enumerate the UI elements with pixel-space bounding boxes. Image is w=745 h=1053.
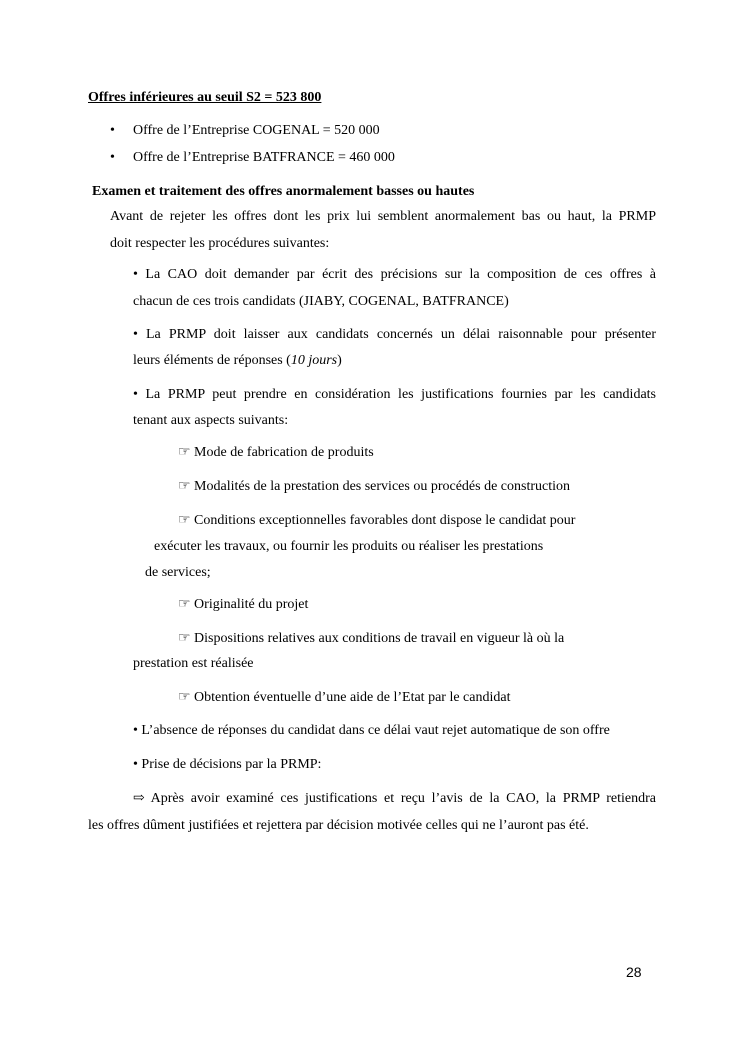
procedure-justif-line-1: • La PRMP peut prendre en considération les justifications fournies par les candidats — [133, 387, 656, 402]
delai-duration: 10 jours — [290, 353, 338, 368]
absence-reponse: • L’absence de réponses du candidat dans ce délai vaut rejet automatique de son offre — [133, 723, 610, 738]
aspect-dispositions-line-1: ☞ Dispositions relatives aux conditions de travail en vigueur là où la — [178, 631, 565, 646]
aspect-dispositions-line-2: prestation est réalisée — [133, 656, 254, 671]
intro-line-1: Avant de rejeter les offres dont les prix lui semblent anormalement bas ou haut, la PRMP — [110, 209, 656, 224]
heading-offres-inferieures: Offres inférieures au seuil S2 = 523 800 — [88, 90, 322, 105]
aspect-aide-etat: ☞ Obtention éventuelle d’une aide de l’Etat par le candidat — [178, 690, 511, 705]
procedure-justif-line-2: tenant aux aspects suivants: — [133, 413, 289, 428]
prise-decisions: • Prise de décisions par la PRMP: — [133, 757, 322, 772]
intro-line-2: doit respecter les procédures suivantes: — [110, 236, 330, 251]
procedure-cao-line-2: chacun de ces trois candidats (JIABY, COGENAL, BATFRANCE) — [133, 294, 509, 309]
procedure-cao-line-1: • La CAO doit demander par écrit des précisions sur la composition de ces offres à — [133, 267, 656, 282]
conclusion-line-2: les offres dûment justifiées et rejettera par décision motivée celles qui ne l’auront pas été. — [88, 818, 589, 833]
delai-close: ) — [337, 353, 342, 368]
aspect-originalite: ☞ Originalité du projet — [178, 597, 309, 612]
aspect-conditions-line-2: exécuter les travaux, ou fournir les produits ou réaliser les prestations — [154, 539, 544, 554]
aspect-conditions-line-3: de services; — [145, 565, 211, 580]
list-bullet: • — [110, 123, 115, 138]
aspect-conditions-line-1: ☞ Conditions exceptionnelles favorables dont dispose le candidat pour — [178, 513, 576, 528]
procedure-delai-line-1: • La PRMP doit laisser aux candidats concernés un délai raisonnable pour présenter — [133, 327, 656, 342]
delai-text: leurs éléments de réponses ( — [133, 353, 291, 368]
procedure-delai-line-2 — [133, 352, 342, 370]
page-number: 28 — [626, 964, 642, 980]
offre-batfrance: Offre de l’Entreprise BATFRANCE = 460 000 — [133, 150, 395, 165]
aspect-modalites: ☞ Modalités de la prestation des services ou procédés de construction — [178, 479, 570, 494]
conclusion-line-1: ⇨ Après avoir examiné ces justifications et reçu l’avis de la CAO, la PRMP retiendra — [133, 791, 656, 806]
list-bullet: • — [110, 150, 115, 165]
offre-cogenal: Offre de l’Entreprise COGENAL = 520 000 — [133, 123, 380, 138]
heading-examen: Examen et traitement des offres anormalement basses ou hautes — [92, 184, 475, 199]
aspect-fabrication: ☞ Mode de fabrication de produits — [178, 445, 374, 460]
